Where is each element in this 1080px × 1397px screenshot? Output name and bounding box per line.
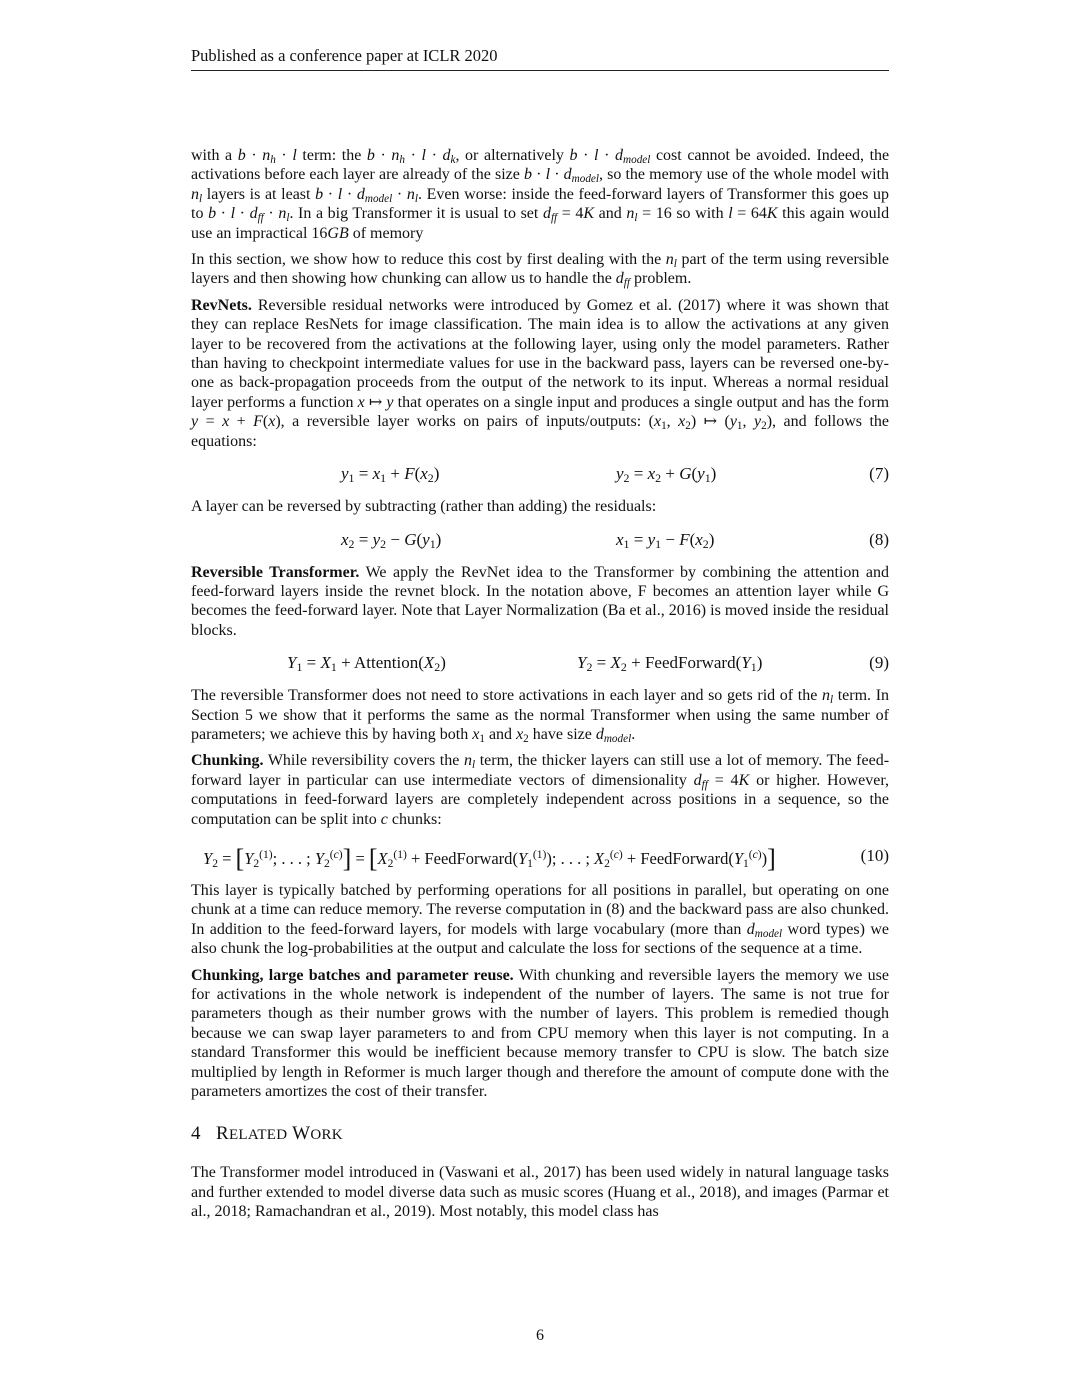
- equation-7: $y_1 = x_1 + F(x_2)$ $y_2 = x_2 + G(y_1)$ (7): [341, 464, 889, 486]
- running-header: Published as a conference paper at ICLR 2020: [191, 46, 889, 71]
- equation-number: (8): [869, 529, 889, 549]
- paragraph-reversible-transformer: Reversible Transformer. We apply the RevNet idea to the Transformer by combining the attention and feed-forward layers inside the revnet block. In the notation above, F becomes an attention layer while G becomes the feed-forward layer. Note that Layer Normalization (Ba et al., 2016) is moved inside the residual blocks.: [191, 563, 889, 639]
- section-heading-related-work: 4 RELATED WORK: [191, 1123, 343, 1145]
- equation-9: $Y_1 = X_1$ + $Attention(X_2)$ $Y_2 = X_2$ + $FeedForward(Y_1)$ (9): [287, 653, 889, 675]
- paragraph-reversible-storage: The reversible Transformer does not need to store activations in each layer and so gets rid of the $n_l$ term. In Section 5 we show that it performs the same as the normal Transformer when using the same number of parameters; we achieve this by having both $x_1$ and $x_2$ have size $d_{model}$.: [191, 687, 890, 745]
- paragraph-section-intro: In this section, we show how to reduce this cost by first dealing with the $n_l$ part of the term using reversible layers and then showing how chunking can allow us to handle the $d_{ff}$ problem.: [191, 251, 889, 290]
- paragraph-batching: This layer is typically batched by performing operations for all positions in parallel, but operating on one chunk at a time can reduce memory. The reverse computation in (8) and the backward pass are also chunked. In addition to the feed-forward layers, for models with large vocabulary (more than $d_{model}$ word types) we also chunk the log-probabilities at the output and calculate the loss for sections of the sequence at a time.: [191, 881, 890, 958]
- equation-number: (9): [869, 653, 889, 673]
- page-body: [191, 146, 889, 1229]
- equation-10: $Y_2 = [Y_2^{(1)}$; . . . ; $Y_2^{(c)}] = [X_2^{(1)}$ + $FeedForward(Y_1^{(1)})$; . . . ; $X_2^{(c)}$ + $FeedForward(Y_1^{(c)})$] (10): [203, 843, 889, 873]
- equation-number: (7): [869, 464, 889, 484]
- large-batches-heading: Chunking, large batches and parameter reuse.: [191, 966, 514, 984]
- paragraph-large-batches: Chunking, large batches and parameter reuse. With chunking and reversible layers the memory we use for activations in the whole network is independent of the number of layers. The same is not true for parameters though as their number grows with the number of layers. This problem is remedied though because we can swap layer parameters to and from CPU memory when this layer is not computing. In a standard Transformer this would be inefficient because memory transfer to CPU is slow. The batch size multiplied by length in Reformer is much larger though and therefore the amount of compute done with the parameters amortizes the cost of their transfer.: [191, 966, 889, 1101]
- paragraph-reverse: A layer can be reversed by subtracting (rather than adding) the residuals:: [191, 498, 657, 516]
- equation-number: (10): [860, 845, 889, 865]
- page-number: 6: [536, 1327, 544, 1344]
- paragraph-related-work: The Transformer model introduced in (Vaswani et al., 2017) has been used widely in natural language tasks and further extended to model diverse data such as music scores (Huang et al., 2018), and images (Parmar et al., 2018; Ramachandran et al., 2019). Most notably, this model class has: [191, 1164, 889, 1221]
- reversible-transformer-heading: Reversible Transformer.: [191, 563, 360, 581]
- equation-8: $x_2 = y_2 - G(y_1)$ $x_1 = y_1 - F(x_2)$ (8): [341, 529, 889, 551]
- paragraph-memory-cost: with a $b \cdot n_h \cdot l$ term: the $b \cdot n_h \cdot l \cdot d_k$, or alternatively $b \cdot l \cdot d_{model}$ cost cannot be avoided. Indeed, the activations before each layer are already of the size $b \cdot l \cdot d_{model}$, so the memory use of the whole model with $n_l$ layers is at least $b \cdot l \cdot d_{model} \cdot n_l$. Even worse: inside the feed-forward layers of Transformer this goes up to $b \cdot l \cdot d_{ff} \cdot n_l$. In a big Transformer it is usual to set $d_{ff} = 4K$ and $n_l = 16$ so with l = 64K this again would use an impractical 16GB of memory: [191, 147, 890, 242]
- paragraph-revnets: RevNets. Reversible residual networks were introduced by Gomez et al. (2017) where it was shown that they can replace ResNets for image classification. The main idea is to allow the activations at any given layer to be recovered from the activations at the following layer, using only the model parameters. Rather than having to checkpoint intermediate values for use in the backward pass, layers can be reversed one-by-one as back-propagation proceeds from the output of the network to its input. Whereas a normal residual layer performs a function x ↦ y that operates on a single input and produces a single output and has the form y = x + F(x), a reversible layer works on pairs of inputs/outputs: ($x_1$, $x_2$) ↦ ($y_1$, $y_2$), and follows the equations:: [191, 296, 890, 450]
- chunking-heading: Chunking.: [191, 752, 264, 770]
- paragraph-chunking: Chunking. While reversibility covers the $n_l$ term, the thicker layers can still use a lot of memory. The feed-forward layer in particular can use intermediate vectors of dimensionality $d_{ff} = 4K$ or higher. However, computations in feed-forward layers are completely independent across positions in a sequence, so the computation can be split into c chunks:: [191, 752, 890, 828]
- revnets-heading: RevNets.: [191, 296, 252, 314]
